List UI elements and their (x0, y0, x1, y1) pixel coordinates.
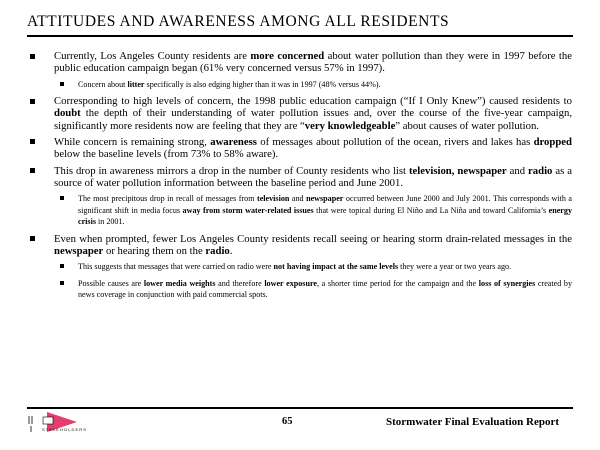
bullet-item: Corresponding to high levels of concern, the 1998 public education campaign (“If I Only Knew”) caused residents to doubt the depth of their understanding of water pollution issues and, over the course of the five-year campaign, significantly more residents now are feeling that they are “very knowledgeable” about causes of water pollution. (27, 95, 572, 132)
header-rule (27, 35, 573, 37)
square-bullet-icon (60, 82, 64, 86)
bullet-item: While concern is remaining strong, awareness of messages about pollution of the ocean, rivers and lakes has dropped below the baseline levels (from 73% to 58% aware). (27, 136, 572, 161)
sub-bullet-item: Possible causes are lower media weights and therefore lower exposure, a shorter time period for the campaign and the loss of synergies created by news coverage in conjunction with paid commercial spots. (27, 278, 572, 301)
page-title: ATTITUDES AND AWARENESS AMONG ALL RESIDENTS (27, 13, 450, 30)
report-title: Stormwater Final Evaluation Report (386, 416, 560, 428)
square-bullet-icon (30, 54, 35, 59)
logo-text: S T A K E H O L D E R S (42, 427, 86, 432)
stakeholders-logo-icon (27, 410, 86, 434)
page-number: 65 (282, 416, 293, 427)
square-bullet-icon (60, 264, 64, 268)
bullet-item: Even when prompted, fewer Los Angeles County residents recall seeing or hearing storm drain-related messages in the newspaper or hearing them on the radio. (27, 233, 572, 258)
square-bullet-icon (60, 281, 64, 285)
square-bullet-icon (30, 139, 35, 144)
sub-bullet-item: Concern about litter specifically is also edging higher than it was in 1997 (48% versus 44%). (27, 79, 572, 91)
bullet-item: This drop in awareness mirrors a drop in the number of County residents who list television, newspaper and radio as a source of water pollution information between the baseline period and June 2001. (27, 165, 572, 190)
bullet-list (27, 50, 572, 306)
sub-bullet-item: This suggests that messages that were carried on radio were not having impact at the same levels they were a year or two years ago. (27, 261, 572, 273)
square-bullet-icon (30, 236, 35, 241)
bullet-item: Currently, Los Angeles County residents are more concerned about water pollution than they were in 1997 before the public education campaign began (61% very concerned versus 57% in 1997). (27, 50, 572, 75)
square-bullet-icon (30, 168, 35, 173)
square-bullet-icon (30, 99, 35, 104)
sub-bullet-item: The most precipitous drop in recall of messages from television and newspaper occurred between June 2000 and July 2001. This corresponds with a significant shift in media focus away from storm water-related issues that were topical during El Niño and La Niña and toward California’s energy crisis in 2001. (27, 193, 572, 228)
footer-rule (27, 407, 573, 409)
square-bullet-icon (60, 196, 64, 200)
